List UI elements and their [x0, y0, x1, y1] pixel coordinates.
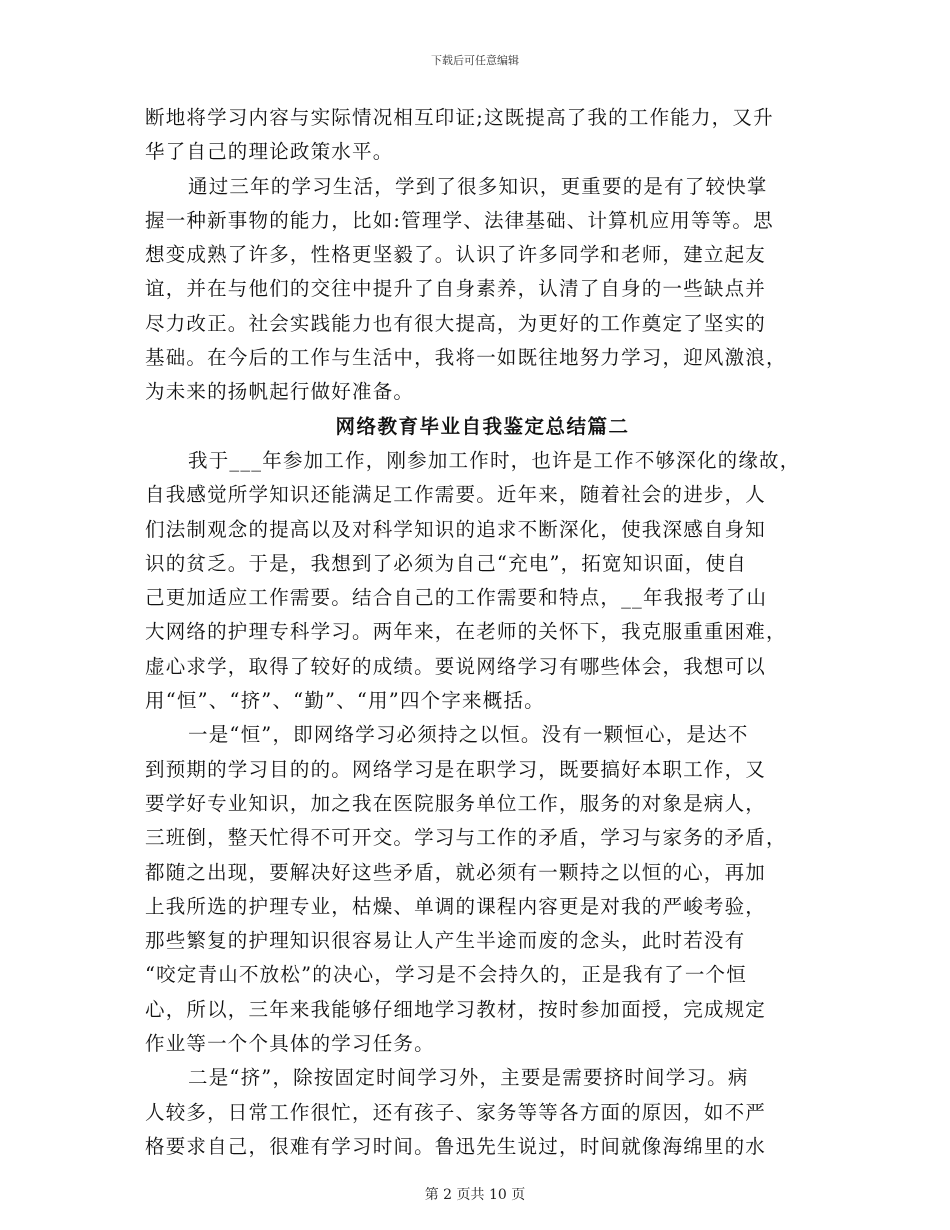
text-line: 通过三年的学习生活，学到了很多知识，更重要的是有了较快掌 — [188, 174, 768, 198]
section-title — [145, 410, 820, 444]
text-line: 尽力改正。社会实践能力也有很大提高，为更好的工作奠定了坚实的 — [145, 311, 767, 335]
text-line: 基础。在今后的工作与生活中，我将一如既往地努力学习，迎风激浪， — [145, 346, 787, 370]
text-line: 格要求自己，很难有学习时间。鲁迅先生说过，时间就像海绵里的水 — [145, 1134, 767, 1158]
text-line: 自我感觉所学知识还能满足工作需要。近年来，随着社会的进步，人 — [145, 483, 767, 507]
text-line: 华了自己的理论政策水平。 — [145, 140, 394, 164]
text-line: 作业等一个个具体的学习任务。 — [145, 1032, 435, 1056]
paragraph — [145, 718, 820, 1061]
paragraph — [145, 444, 820, 718]
page-footer: 第 2 页共 10 页 — [424, 1187, 526, 1203]
document-body — [145, 101, 820, 1164]
text-line: 想变成熟了许多，性格更坚毅了。认识了许多同学和老师，建立起友 — [145, 243, 767, 267]
text-line: 人较多，日常工作很忙，还有孩子、家务等等各方面的原因，如不严 — [145, 1100, 767, 1124]
text-line: 为未来的扬帆起行做好准备。 — [145, 380, 415, 404]
text-line: 们法制观念的提高以及对科学知识的追求不断深化，使我深感自身知 — [145, 517, 767, 541]
text-line: 要学好专业知识，加之我在医院服务单位工作，服务的对象是病人， — [145, 791, 767, 815]
page-header: 下载后可任意编辑 — [431, 54, 519, 67]
text-line: 心，所以，三年来我能够仔细地学习教材，按时参加面授，完成规定 — [145, 997, 767, 1021]
text-line: 到预期的学习目的的。网络学习是在职学习，既要搞好本职工作，又 — [145, 757, 767, 781]
text-line: 二是“挤”，除按固定时间学习外，主要是需要挤时间学习。病 — [188, 1066, 749, 1090]
text-line: 那些繁复的护理知识很容易让人产生半途而废的念头，此时若没有 — [145, 929, 746, 953]
text-line: 识的贫乏。于是，我想到了必须为自己“充电”，拓宽知识面，使自 — [145, 551, 747, 575]
text-line: “咬定青山不放松”的决心，学习是不会持久的，正是我有了一个恒 — [145, 963, 747, 987]
text-line: 谊，并在与他们的交往中提升了自身素养，认清了自身的一些缺点并 — [145, 277, 767, 301]
section-title-text: 网络教育毕业自我鉴定总结篇二 — [335, 414, 630, 438]
text-line: 我于___年参加工作，刚参加工作时，也许是工作不够深化的缘故， — [188, 448, 801, 472]
paragraph — [145, 170, 820, 410]
text-line: 三班倒，整天忙得不可开交。学习与工作的矛盾，学习与家务的矛盾， — [145, 826, 787, 850]
text-line: 一是“恒”，即网络学习必须持之以恒。没有一颗恒心，是达不 — [188, 723, 749, 747]
text-line: 虚心求学，取得了较好的成绩。要说网络学习有哪些体会，我想可以 — [145, 654, 767, 678]
text-line: 握一种新事物的能力，比如:管理学、法律基础、计算机应用等等。思 — [145, 208, 774, 232]
text-line: 己更加适应工作需要。结合自己的工作需要和特点，__年我报考了山 — [145, 586, 768, 610]
text-line: 上我所选的护理专业，枯燥、单调的课程内容更是对我的严峻考验， — [145, 894, 767, 918]
paragraph — [145, 101, 820, 170]
text-line: 用“恒”、“挤”、“勤”、“用”四个字来概括。 — [145, 689, 545, 713]
paragraph — [145, 1061, 820, 1164]
text-line: 都随之出现，要解决好这些矛盾，就必须有一颗持之以恒的心，再加 — [145, 860, 767, 884]
text-line: 断地将学习内容与实际情况相互印证;这既提高了我的工作能力，又升 — [145, 106, 774, 129]
text-line: 大网络的护理专科学习。两年来，在老师的关怀下，我克服重重困难， — [145, 620, 787, 644]
